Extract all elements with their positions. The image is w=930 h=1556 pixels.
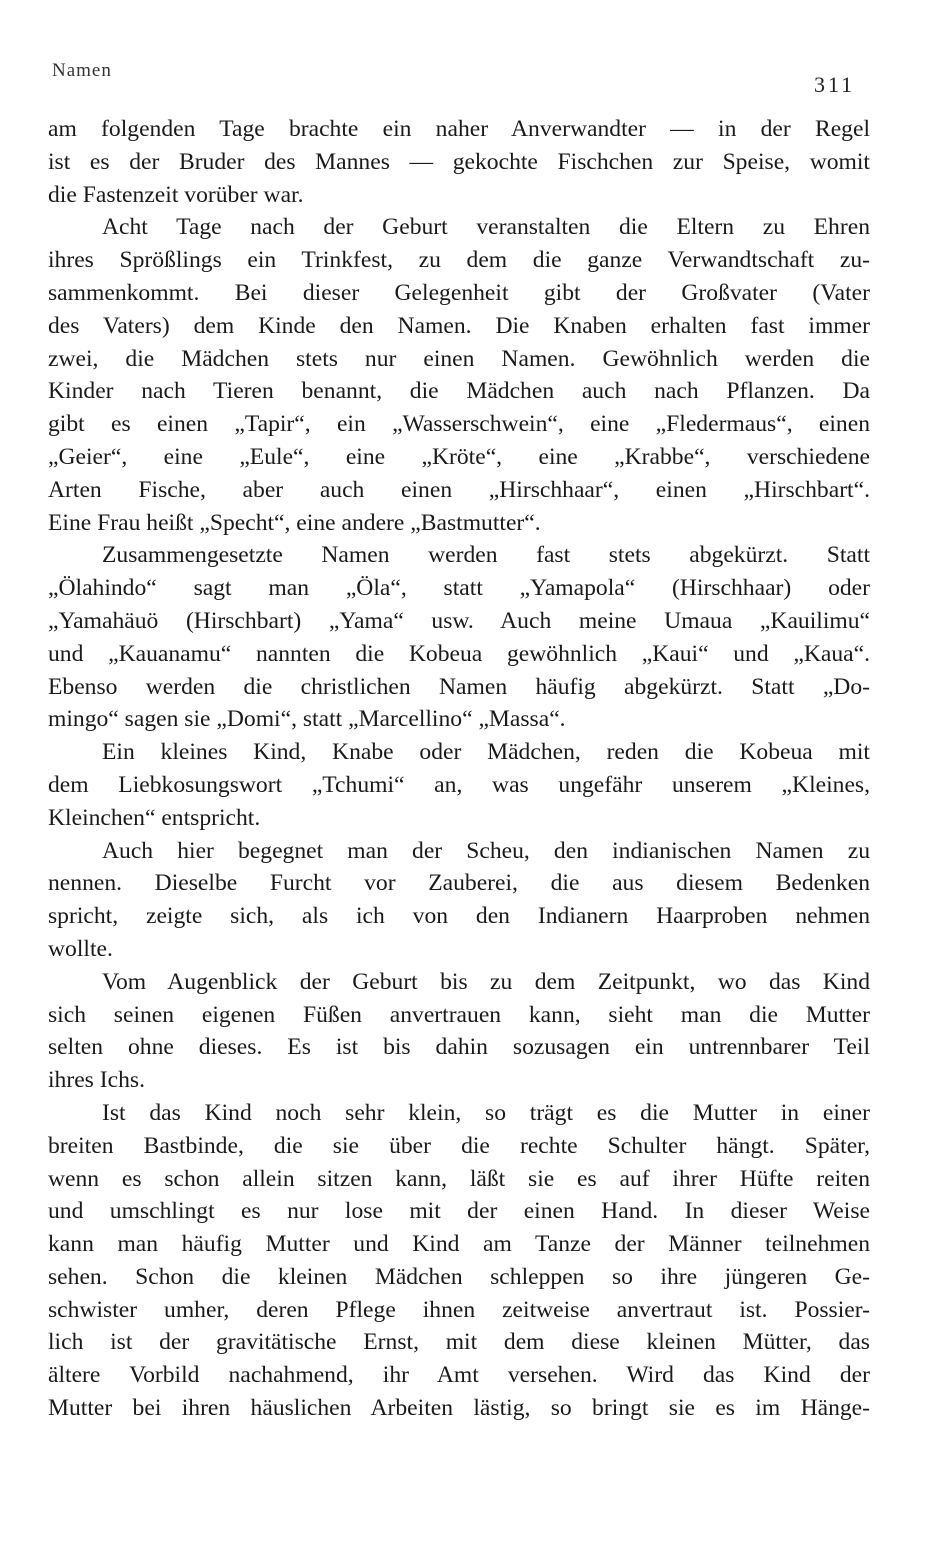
- text-line: wenn es schon allein sitzen kann, läßt sie es auf ihrer Hüfte reiten: [48, 1165, 870, 1192]
- text-line: breiten Bastbinde, die sie über die rechte Schulter hängt. Später,: [48, 1132, 870, 1159]
- text-line: „Ölahindo“ sagt man „Öla“, statt „Yamapola“ (Hirschhaar) oder: [48, 575, 870, 602]
- text-line: und umschlingt es nur lose mit der einen Hand. In dieser Weise: [48, 1198, 870, 1225]
- text-line: Auch hier begegnet man der Scheu, den indianischen Namen zu: [102, 837, 870, 864]
- text-line: und „Kauanamu“ nannten die Kobeua gewöhnlich „Kaui“ und „Kaua“.: [48, 640, 870, 667]
- text-line: schwister umher, deren Pflege ihnen zeitweise anvertraut ist. Possier-: [48, 1296, 870, 1323]
- text-line: sammenkommt. Bei dieser Gelegenheit gibt der Großvater (Vater: [48, 279, 870, 306]
- text-line: sehen. Schon die kleinen Mädchen schleppen so ihre jüngeren Ge-: [48, 1263, 870, 1290]
- text-line: Kleinchen“ entspricht.: [48, 804, 261, 831]
- text-line: am folgenden Tage brachte ein naher Anverwandter — in der Regel: [48, 116, 870, 142]
- text-line: Zusammengesetzte Namen werden fast stets abgekürzt. Statt: [102, 542, 870, 569]
- text-line: lich ist der gravitätische Ernst, mit dem diese kleinen Mütter, das: [48, 1329, 870, 1356]
- text-line: „Yamahäuö (Hirschbart) „Yama“ usw. Auch meine Umaua „Kauilimu“: [48, 607, 870, 634]
- text-line: ihres Sprößlings ein Trinkfest, zu dem die ganze Verwandtschaft zu-: [48, 247, 870, 274]
- text-line: spricht, zeigte sich, als ich von den Indianern Haarproben nehmen: [48, 903, 870, 930]
- text-line: nennen. Dieselbe Furcht vor Zauberei, die aus diesem Bedenken: [48, 870, 870, 897]
- text-line: kann man häufig Mutter und Kind am Tanze der Männer teilnehmen: [48, 1231, 870, 1258]
- text-line: gibt es einen „Tapir“, ein „Wasserschwein“, eine „Fledermaus“, einen: [48, 411, 870, 438]
- text-line: Ist das Kind noch sehr klein, so trägt es die Mutter in einer: [102, 1099, 870, 1126]
- body-text: [48, 113, 870, 1425]
- text-line: selten ohne dieses. Es ist bis dahin sozusagen ein untrennbarer Teil: [48, 1034, 870, 1061]
- text-line: des Vaters) dem Kinde den Namen. Die Knaben erhalten fast immer: [48, 312, 870, 339]
- text-line: dem Liebkosungswort „Tchumi“ an, was ungefähr unserem „Kleines,: [48, 771, 870, 798]
- text-line: ist es der Bruder des Mannes — gekochte Fischchen zur Speise, womit: [48, 148, 870, 175]
- text-line: mingo“ sagen sie „Domi“, statt „Marcellino“ „Massa“.: [48, 706, 566, 733]
- text-line: wollte.: [48, 935, 113, 962]
- text-line: zwei, die Mädchen stets nur einen Namen. Gewöhnlich werden die: [48, 345, 870, 372]
- text-line: Ein kleines Kind, Knabe oder Mädchen, reden die Kobeua mit: [102, 739, 870, 766]
- page-number: 311: [814, 72, 856, 97]
- text-line: Vom Augenblick der Geburt bis zu dem Zeitpunkt, wo das Kind: [102, 968, 870, 995]
- text-line: Kinder nach Tieren benannt, die Mädchen auch nach Pflanzen. Da: [48, 378, 870, 405]
- running-title: Namen: [52, 60, 112, 81]
- text-line: Eine Frau heißt „Specht“, eine andere „Bastmutter“.: [48, 509, 541, 536]
- text-line: Arten Fische, aber auch einen „Hirschhaar“, einen „Hirschbart“.: [48, 476, 870, 503]
- text-line: Ebenso werden die christlichen Namen häufig abgekürzt. Statt „Do-: [48, 673, 870, 700]
- text-line: die Fastenzeit vorüber war.: [48, 181, 304, 208]
- text-line: ältere Vorbild nachahmend, ihr Amt versehen. Wird das Kind der: [48, 1362, 870, 1389]
- text-line: „Geier“, eine „Eule“, eine „Kröte“, eine „Krabbe“, verschiedene: [48, 443, 870, 470]
- text-line: Acht Tage nach der Geburt veranstalten die Eltern zu Ehren: [102, 214, 870, 241]
- text-line: ihres Ichs.: [48, 1067, 145, 1094]
- text-line: sich seinen eigenen Füßen anvertrauen kann, sieht man die Mutter: [48, 1001, 870, 1028]
- text-line: Mutter bei ihren häuslichen Arbeiten lästig, so bringt sie es im Hänge-: [48, 1395, 870, 1422]
